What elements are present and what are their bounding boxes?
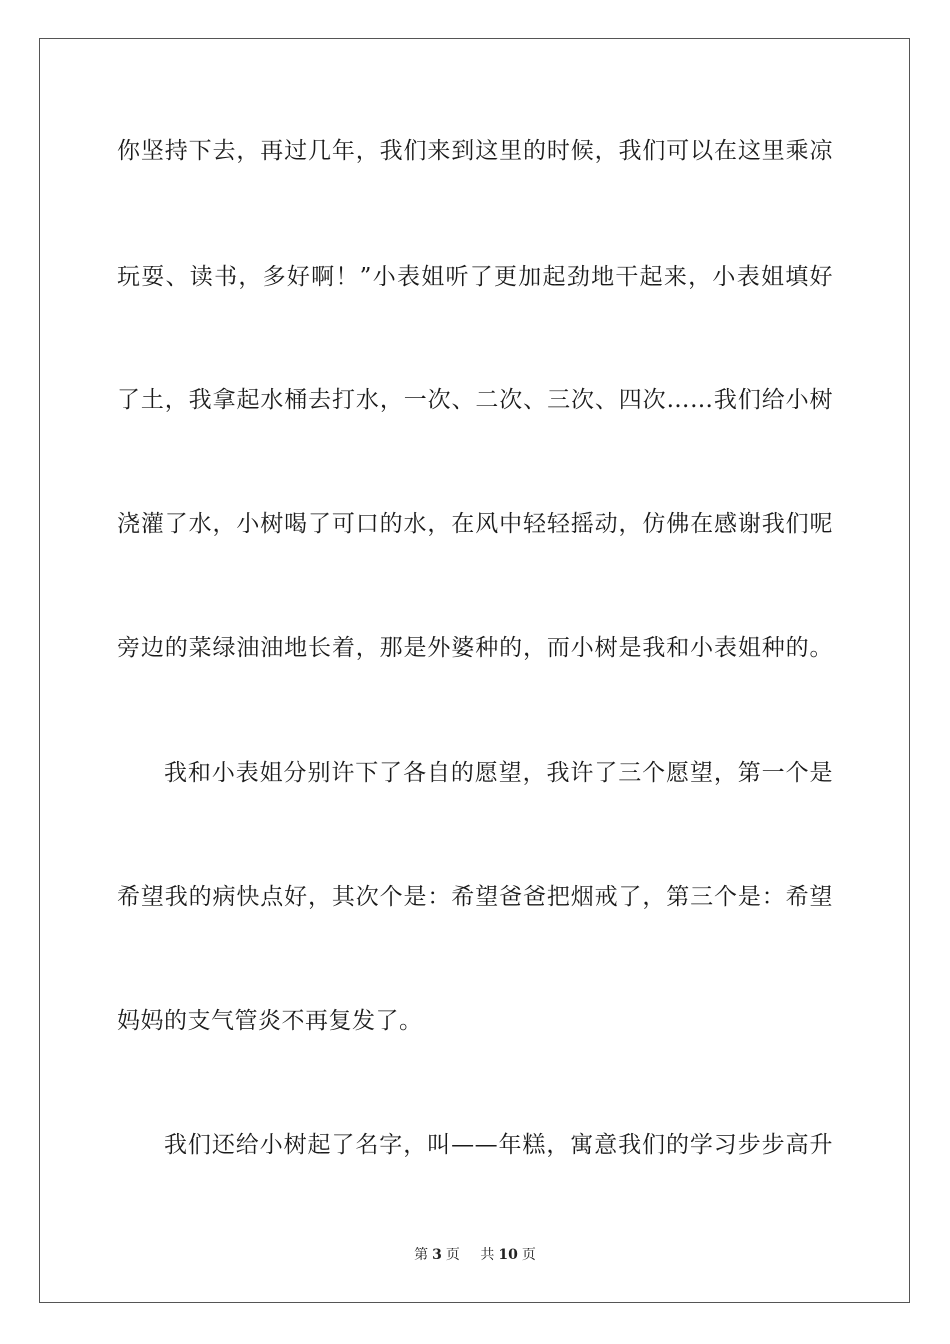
text-line-1: 你坚持下去，再过几年，我们来到这里的时候，我们可以在这里乘凉 (117, 138, 833, 164)
total-prefix: 共 (480, 1247, 495, 1263)
text-line-2: 玩耍、读书，多好啊！”小表姐听了更加起劲地干起来，小表姐填好 (117, 264, 833, 290)
page-frame (39, 38, 910, 1303)
total-indicator (476, 1247, 539, 1263)
text-line-7: 希望我的病快点好，其次个是：希望爸爸把烟戒了，第三个是：希望 (117, 884, 833, 910)
total-suffix: 页 (521, 1247, 536, 1263)
page-prefix: 第 (414, 1247, 429, 1263)
total-number: 10 (498, 1247, 518, 1263)
text-line-5: 旁边的菜绿油油地长着，那是外婆种的，而小树是我和小表姐种的。 (117, 635, 833, 661)
page-suffix: 页 (445, 1247, 460, 1263)
text-line-4: 浇灌了水，小树喝了可口的水，在风中轻轻摇动，仿佛在感谢我们呢 (117, 511, 833, 537)
text-line-8: 妈妈的支气管炎不再复发了。 (117, 1008, 423, 1034)
text-line-3: 了土，我拿起水桶去打水，一次、二次、三次、四次……我们给小树 (117, 387, 833, 413)
page-footer (0, 1246, 950, 1264)
text-line-9: 我们还给小树起了名字，叫——年糕，寓意我们的学习步步高升 (164, 1132, 833, 1158)
page-number: 3 (432, 1247, 442, 1263)
page-indicator (410, 1247, 464, 1263)
text-line-6: 我和小表姐分别许下了各自的愿望，我许了三个愿望，第一个是 (164, 760, 833, 786)
